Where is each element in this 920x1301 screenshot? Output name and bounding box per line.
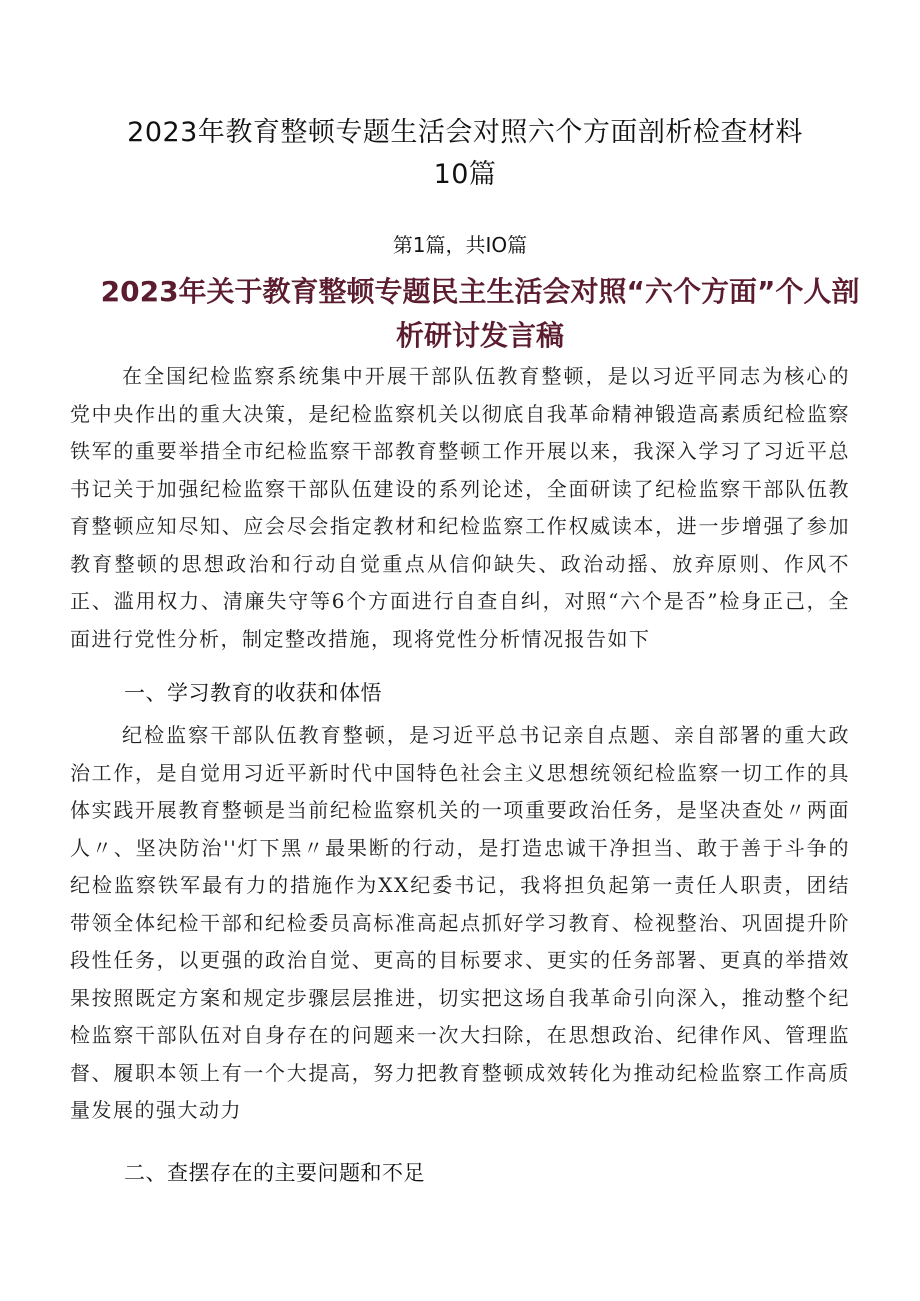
part-label: 第1篇，共IO篇 [392,233,528,257]
section-heading-1: 一、学习教育的收获和体悟 [124,681,382,705]
section-heading-2: 二、查摆存在的主要问题和不足 [124,1161,425,1185]
document-title: 2023年教育整顿专题生活会对照六个方面剖析检查材料10篇 [127,117,803,190]
paragraph-intro: 在全国纪检监察系统集中开展干部队伍教育整顿，是以习近平同志为核心的党中央作出的重大决策，是纪检监察机关以彻底自我革命精神锻造高素质纪检监察铁军的重要举措全市纪检监察干部教育整顿工作开展以来，我深入学习了习近平总书记关于加强纪检监察干部队伍建设的系列论述，全面研读了纪检监察干部队伍教育整顿应知尽知、应会尽会指定教材和纪检监察工作权威读本，进一步增强了参加教育整顿的思想政治和行动自觉重点从信仰缺失、政治动摇、放弃原则、作风不正、滥用权力、清廉失守等6个方面进行自查自纠，对照“六个是否”检身正己，全面进行党性分析，制定整改措施，现将党性分析情况报告如下 [70,364,850,651]
paragraph-learning: 纪检监察干部队伍教育整顿，是习近平总书记亲自点题、亲自部署的重大政治工作，是自觉用习近平新时代中国特色社会主义思想统领纪检监察一切工作的具体实践开展教育整顿是当前纪检监察机关的一项重要政治任务，是坚决查处〃两面人〃、坚决防治''灯下黑〃最果断的行动，是打造忠诚干净担当、敢于善于斗争的纪检监察铁军最有力的措施作为XX纪委书记，我将担负起第一责任人职责，团结带领全体纪检干部和纪检委员高标准高起点抓好学习教育、检视整治、巩固提升阶段性任务，以更强的政治自觉、更高的目标要求、更实的任务部署、更真的举措效果按照既定方案和规定步骤层层推进，切实把这场自我革命引向深入，推动整个纪检监察干部队伍对自身存在的问题来一次大扫除，在思想政治、纪律作风、管理监督、履职本领上有一个大提高，努力把教育整顿成效转化为推动纪检监察工作高质量发展的强大动力 [70,723,850,1122]
article-title: 2023年关于教育整顿专题民主生活会对照“六个方面”个人剖析研讨发言稿 [100,275,860,352]
